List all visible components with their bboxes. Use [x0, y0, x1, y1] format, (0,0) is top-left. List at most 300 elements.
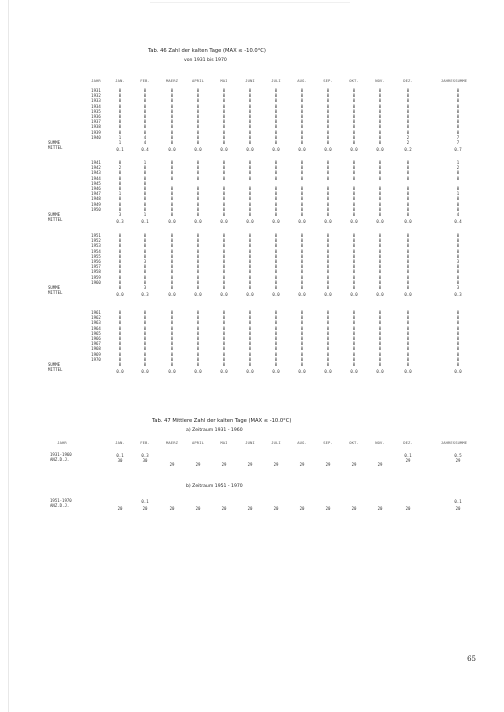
- data-cell: 0: [196, 108, 200, 114]
- summe-cell: 0: [300, 285, 304, 290]
- data-cell: 0: [170, 206, 174, 212]
- mittel-cell: 0.0: [246, 147, 254, 153]
- data-cell: 0: [326, 253, 330, 259]
- data-cell: 0: [406, 325, 410, 331]
- data-cell: 0: [274, 341, 278, 347]
- data-cell: 0: [326, 129, 330, 135]
- year-cell: 1956: [91, 259, 101, 264]
- data-cell: 0: [274, 196, 278, 202]
- data-cell: 0: [456, 196, 460, 202]
- data-cell: 0: [406, 201, 410, 207]
- mittel-cell: 0.0: [350, 147, 358, 153]
- year-cell: 1964: [91, 325, 101, 331]
- data-cell: 0: [248, 346, 252, 352]
- data-cell: 0: [352, 134, 356, 140]
- mittel-cell: 0.0: [168, 147, 176, 153]
- column-header: DEZ.: [403, 440, 413, 445]
- data-cell: 0: [352, 315, 356, 321]
- data-cell: 0: [222, 243, 226, 249]
- summe-cell: 0: [456, 362, 460, 367]
- data-cell: 0: [326, 341, 330, 347]
- data-cell: 0: [118, 124, 122, 130]
- data-cell: 0: [143, 93, 147, 99]
- data-cell: 0: [406, 274, 410, 280]
- data-cell: 0: [222, 124, 226, 130]
- count-cell: 20: [405, 506, 411, 511]
- data-cell: 0: [274, 233, 278, 238]
- data-cell: 0: [300, 341, 304, 347]
- data-cell: 0: [274, 320, 278, 326]
- data-cell: 0: [378, 274, 382, 280]
- data-cell: 0: [378, 206, 382, 212]
- data-cell: 0: [196, 253, 200, 259]
- data-cell: 0: [406, 336, 410, 341]
- data-cell: 0: [300, 165, 304, 171]
- summe-cell: 0: [196, 285, 200, 290]
- data-cell: 0: [118, 320, 122, 326]
- data-cell: 0: [248, 248, 252, 254]
- summe-label: SUMME: [48, 285, 61, 290]
- summe-cell: 0: [326, 285, 330, 290]
- data-cell: 0: [378, 346, 382, 352]
- data-cell: 0: [326, 274, 330, 280]
- summe-cell: 0: [352, 212, 356, 217]
- summe-cell: 3: [456, 285, 460, 290]
- data-cell: 0: [196, 114, 200, 119]
- data-cell: 0: [222, 201, 226, 207]
- data-cell: 0: [248, 98, 252, 104]
- data-cell: 0: [170, 170, 174, 176]
- data-cell: 0: [222, 108, 226, 114]
- summe-cell: 0: [300, 212, 304, 217]
- data-cell: 0: [118, 243, 122, 249]
- data-cell: 0: [352, 274, 356, 280]
- data-cell: 0: [326, 269, 330, 275]
- data-cell: 0: [196, 233, 200, 238]
- data-cell: 0: [274, 201, 278, 207]
- data-cell: 0: [406, 175, 410, 181]
- data-cell: 0: [248, 279, 252, 285]
- data-cell: 0: [406, 315, 410, 321]
- table47-section-a: a) Zeitraum 1931 - 1960: [186, 428, 243, 433]
- summe-cell: 0: [196, 212, 200, 217]
- mittel-cell: 0.0: [220, 147, 228, 153]
- data-cell: 0: [300, 279, 304, 285]
- data-cell: 0: [456, 320, 460, 326]
- data-cell: 0: [196, 336, 200, 341]
- data-cell: 0: [170, 253, 174, 259]
- data-cell: 0: [300, 103, 304, 109]
- year-cell: 1932: [91, 93, 101, 99]
- data-cell: 0: [118, 351, 122, 357]
- year-cell: 1938: [91, 124, 101, 130]
- data-cell: 3: [143, 259, 147, 264]
- data-cell: 0: [170, 315, 174, 321]
- data-cell: 0: [274, 186, 278, 191]
- data-cell: 0: [274, 206, 278, 212]
- data-cell: 0: [378, 243, 382, 249]
- data-cell: 0: [378, 315, 382, 321]
- data-cell: 0: [352, 88, 356, 93]
- data-cell: 1: [118, 191, 122, 197]
- count-cell: 29: [221, 462, 227, 467]
- top-border: [150, 2, 350, 3]
- data-cell: 0: [196, 341, 200, 347]
- summe-cell: 0: [378, 362, 382, 367]
- year-cell: 1947: [91, 191, 101, 197]
- mittel-cell: 0.0: [246, 292, 254, 298]
- summe-label: SUMME: [48, 362, 61, 367]
- mittel-cell: 0.0: [168, 292, 176, 298]
- data-cell: 0: [326, 320, 330, 326]
- data-cell: 0: [326, 196, 330, 202]
- data-cell: 0: [456, 93, 460, 99]
- data-cell: 0: [456, 264, 460, 270]
- mittel-cell: 0.3: [116, 219, 124, 225]
- data-cell: 0: [143, 98, 147, 104]
- data-cell: 0: [222, 346, 226, 352]
- data-cell: 0: [170, 129, 174, 135]
- data-cell: 0: [406, 356, 410, 362]
- data-cell: 0: [406, 341, 410, 347]
- column-header: JUNI: [245, 440, 255, 445]
- summe-cell: 0: [352, 362, 356, 367]
- column-header: NOV.: [375, 440, 385, 445]
- data-cell: 0: [143, 129, 147, 135]
- data-cell: 0: [352, 356, 356, 362]
- data-cell: 0: [170, 191, 174, 197]
- data-cell: 0: [274, 243, 278, 249]
- data-cell: 0: [118, 346, 122, 352]
- data-cell: 0: [196, 315, 200, 321]
- data-cell: 0: [118, 356, 122, 362]
- data-cell: 0: [222, 269, 226, 275]
- data-cell: 0: [143, 336, 147, 341]
- data-cell: 0: [143, 320, 147, 326]
- data-cell: 0: [326, 119, 330, 125]
- data-cell: 0: [118, 238, 122, 244]
- count-cell: 20: [377, 506, 383, 511]
- data-cell: 0: [170, 248, 174, 254]
- data-cell: 0: [118, 103, 122, 109]
- data-cell: 0: [143, 341, 147, 347]
- mittel-cell: 0.0: [220, 369, 228, 375]
- mittel-cell: 0.0: [298, 147, 306, 153]
- data-cell: 0: [274, 351, 278, 357]
- data-cell: 0: [118, 315, 122, 321]
- data-cell: 0: [352, 351, 356, 357]
- summe-cell: 0: [326, 362, 330, 367]
- data-cell: 0: [300, 206, 304, 212]
- data-cell: 0: [248, 330, 252, 336]
- summe-cell: 3: [143, 285, 147, 290]
- year-cell: 1951: [91, 233, 101, 238]
- data-cell: 0: [170, 274, 174, 280]
- data-cell: 0: [222, 315, 226, 321]
- data-cell: 0: [274, 170, 278, 176]
- data-cell: 0: [143, 269, 147, 275]
- data-cell: 0: [170, 201, 174, 207]
- page-number: 65: [467, 655, 476, 663]
- data-cell: 2: [406, 134, 410, 140]
- data-cell: 0: [222, 103, 226, 109]
- summe-cell: 0: [274, 140, 278, 145]
- data-cell: 0: [118, 119, 122, 125]
- data-cell: 0: [274, 269, 278, 275]
- summe-cell: 0: [248, 362, 252, 367]
- data-cell: 0: [326, 103, 330, 109]
- data-cell: 0: [170, 160, 174, 165]
- data-cell: 0: [406, 196, 410, 202]
- summe-cell: 0: [248, 140, 252, 145]
- data-cell: 0: [248, 191, 252, 197]
- data-cell: 0: [406, 98, 410, 104]
- data-cell: 0: [170, 98, 174, 104]
- data-cell: 0: [118, 201, 122, 207]
- data-cell: 0: [274, 98, 278, 104]
- data-cell: 0: [143, 238, 147, 244]
- data-cell: 0: [378, 320, 382, 326]
- data-cell: 0: [326, 108, 330, 114]
- column-header: JAHRESSUMME: [440, 78, 468, 83]
- data-cell: 0: [196, 170, 200, 176]
- year-cell: 1952: [91, 238, 101, 244]
- data-cell: 0: [248, 264, 252, 270]
- data-cell: 0: [170, 336, 174, 341]
- data-cell: 1: [118, 134, 122, 140]
- data-cell: 0: [170, 186, 174, 191]
- mittel-cell: 0.4: [141, 147, 149, 153]
- data-cell: 0: [326, 93, 330, 99]
- data-cell: 0: [143, 330, 147, 336]
- count-cell: 20: [299, 506, 305, 511]
- mittel-cell: 0.0: [404, 292, 412, 298]
- data-cell: 0: [352, 330, 356, 336]
- year-cell: 1949: [91, 201, 101, 207]
- data-cell: 0: [170, 279, 174, 285]
- data-cell: 0: [222, 170, 226, 176]
- year-cell: 1945: [91, 180, 101, 186]
- data-cell: 0: [326, 233, 330, 238]
- data-cell: 0: [248, 170, 252, 176]
- data-cell: 0: [456, 330, 460, 336]
- summe-label: SUMME: [48, 140, 61, 145]
- data-cell: 0: [170, 196, 174, 202]
- data-cell: 0: [300, 264, 304, 270]
- year-cell: 1946: [91, 186, 101, 191]
- year-cell: 1934: [91, 103, 101, 109]
- data-cell: 0: [170, 310, 174, 315]
- data-cell: 0: [118, 248, 122, 254]
- data-cell: 0: [378, 233, 382, 238]
- year-cell: 1936: [91, 114, 101, 119]
- data-cell: 0: [378, 119, 382, 125]
- mittel-cell: 0.0: [454, 369, 462, 375]
- summe-cell: 4: [143, 140, 147, 145]
- data-cell: 0: [222, 238, 226, 244]
- data-cell: 0: [222, 186, 226, 191]
- summe-cell: 0: [196, 362, 200, 367]
- data-cell: 0: [170, 243, 174, 249]
- data-cell: 0: [326, 259, 330, 264]
- data-cell: 0: [456, 88, 460, 93]
- data-cell: 0: [222, 114, 226, 119]
- data-cell: 0: [274, 264, 278, 270]
- count-cell: 20: [195, 506, 201, 511]
- data-cell: 0: [143, 274, 147, 280]
- mittel-cell: 0.0: [246, 219, 254, 225]
- data-cell: 0: [456, 315, 460, 321]
- data-cell: 0: [143, 186, 147, 191]
- data-cell: 0: [352, 253, 356, 259]
- year-cell: 1962: [91, 315, 101, 321]
- data-cell: 0: [248, 233, 252, 238]
- data-cell: 0: [196, 160, 200, 165]
- summe-cell: 0: [222, 140, 226, 145]
- year-cell: 1948: [91, 196, 101, 202]
- data-cell: 0: [196, 191, 200, 197]
- data-cell: 0: [274, 114, 278, 119]
- data-cell: 0: [196, 201, 200, 207]
- data-cell: 0: [248, 103, 252, 109]
- data-cell: 0: [300, 248, 304, 254]
- data-cell: 0: [406, 310, 410, 315]
- data-cell: 0: [456, 119, 460, 125]
- data-cell: 0: [406, 279, 410, 285]
- data-cell: 0: [196, 248, 200, 254]
- data-cell: 0: [222, 279, 226, 285]
- mittel-cell: 0.0: [141, 369, 149, 375]
- mittel-cell: 0.0: [404, 219, 412, 225]
- data-cell: 0: [326, 264, 330, 270]
- summe-cell: 0: [378, 212, 382, 217]
- year-cell: 1931: [91, 88, 101, 93]
- data-cell: 0: [300, 196, 304, 202]
- data-cell: 0: [274, 160, 278, 165]
- year-cell: 1942: [91, 165, 101, 171]
- data-cell: 0: [274, 279, 278, 285]
- data-cell: 0: [143, 264, 147, 270]
- data-cell: 0: [378, 88, 382, 93]
- data-cell: 0: [378, 103, 382, 109]
- data-cell: 0: [300, 315, 304, 321]
- data-cell: 0: [326, 114, 330, 119]
- summe-cell: 0: [170, 362, 174, 367]
- summe-cell: 0: [248, 285, 252, 290]
- mittel-label: MITTEL: [48, 217, 63, 223]
- data-cell: 0: [118, 114, 122, 119]
- data-cell: 0: [406, 88, 410, 93]
- data-cell: 0: [378, 351, 382, 357]
- mean-cell: 0.1: [404, 453, 412, 458]
- column-header: APRIL: [192, 78, 204, 83]
- summe-cell: 0: [352, 140, 356, 145]
- page-edge: [8, 0, 9, 712]
- data-cell: 0: [456, 103, 460, 109]
- column-header: AUG.: [297, 78, 307, 83]
- year-cell: 1969: [91, 351, 101, 357]
- table46-subtitle: von 1931 bis 1970: [184, 58, 227, 63]
- data-cell: 0: [352, 269, 356, 275]
- data-cell: 0: [143, 180, 147, 186]
- data-cell: 7: [456, 134, 460, 140]
- column-header: OKT.: [349, 440, 359, 445]
- data-cell: 0: [300, 93, 304, 99]
- data-cell: 0: [170, 320, 174, 326]
- column-header: FEB.: [140, 440, 150, 445]
- data-cell: 0: [456, 233, 460, 238]
- mittel-cell: 0.0: [220, 219, 228, 225]
- column-header: AUG.: [297, 440, 307, 445]
- data-cell: 0: [248, 206, 252, 212]
- column-header: DEZ.: [403, 78, 413, 83]
- data-cell: 0: [222, 264, 226, 270]
- year-cell: 1939: [91, 129, 101, 135]
- data-cell: 0: [406, 320, 410, 326]
- data-cell: 0: [300, 259, 304, 264]
- data-cell: 0: [456, 269, 460, 275]
- year-cell: 1941: [91, 160, 101, 165]
- data-cell: 0: [196, 238, 200, 244]
- data-cell: 0: [378, 160, 382, 165]
- column-header: NOV.: [375, 78, 385, 83]
- data-cell: 0: [222, 351, 226, 357]
- data-cell: 0: [118, 175, 122, 181]
- data-cell: 0: [170, 124, 174, 130]
- data-cell: 0: [274, 124, 278, 130]
- data-cell: 0: [170, 351, 174, 357]
- data-cell: 0: [274, 336, 278, 341]
- data-cell: 0: [300, 201, 304, 207]
- data-cell: 0: [456, 238, 460, 244]
- data-cell: 0: [300, 124, 304, 130]
- data-cell: 0: [143, 346, 147, 352]
- data-cell: 0: [378, 356, 382, 362]
- data-cell: 0: [170, 119, 174, 125]
- data-cell: 0: [300, 351, 304, 357]
- summe-cell: 0: [248, 212, 252, 217]
- data-cell: 0: [300, 98, 304, 104]
- summe-cell: 2: [406, 140, 410, 145]
- mittel-cell: 0.4: [454, 219, 462, 225]
- year-cell: 1955: [91, 253, 101, 259]
- data-cell: 0: [326, 336, 330, 341]
- year-cell: 1943: [91, 170, 101, 176]
- mittel-cell: 0.2: [404, 147, 412, 153]
- column-header: JAHRESSUMME: [440, 440, 468, 445]
- data-cell: 0: [456, 201, 460, 207]
- data-cell: 0: [406, 206, 410, 212]
- count-cell: 29: [351, 462, 357, 467]
- data-cell: 0: [406, 351, 410, 357]
- count-cell: 20: [273, 506, 279, 511]
- data-cell: 0: [406, 330, 410, 336]
- data-cell: 0: [378, 341, 382, 347]
- data-cell: 0: [196, 175, 200, 181]
- data-cell: 0: [222, 196, 226, 202]
- data-cell: 0: [378, 279, 382, 285]
- table47-title: Tab. 47 Mittlere Zahl der kalten Tage (MAX ≤ -10.0°C): [152, 418, 292, 424]
- data-cell: 0: [406, 238, 410, 244]
- data-cell: 0: [326, 201, 330, 207]
- data-cell: 0: [118, 253, 122, 259]
- data-cell: 0: [456, 253, 460, 259]
- data-cell: 0: [406, 264, 410, 270]
- data-cell: 0: [326, 165, 330, 171]
- data-cell: 0: [326, 243, 330, 249]
- data-cell: 0: [456, 248, 460, 254]
- data-cell: 0: [326, 186, 330, 191]
